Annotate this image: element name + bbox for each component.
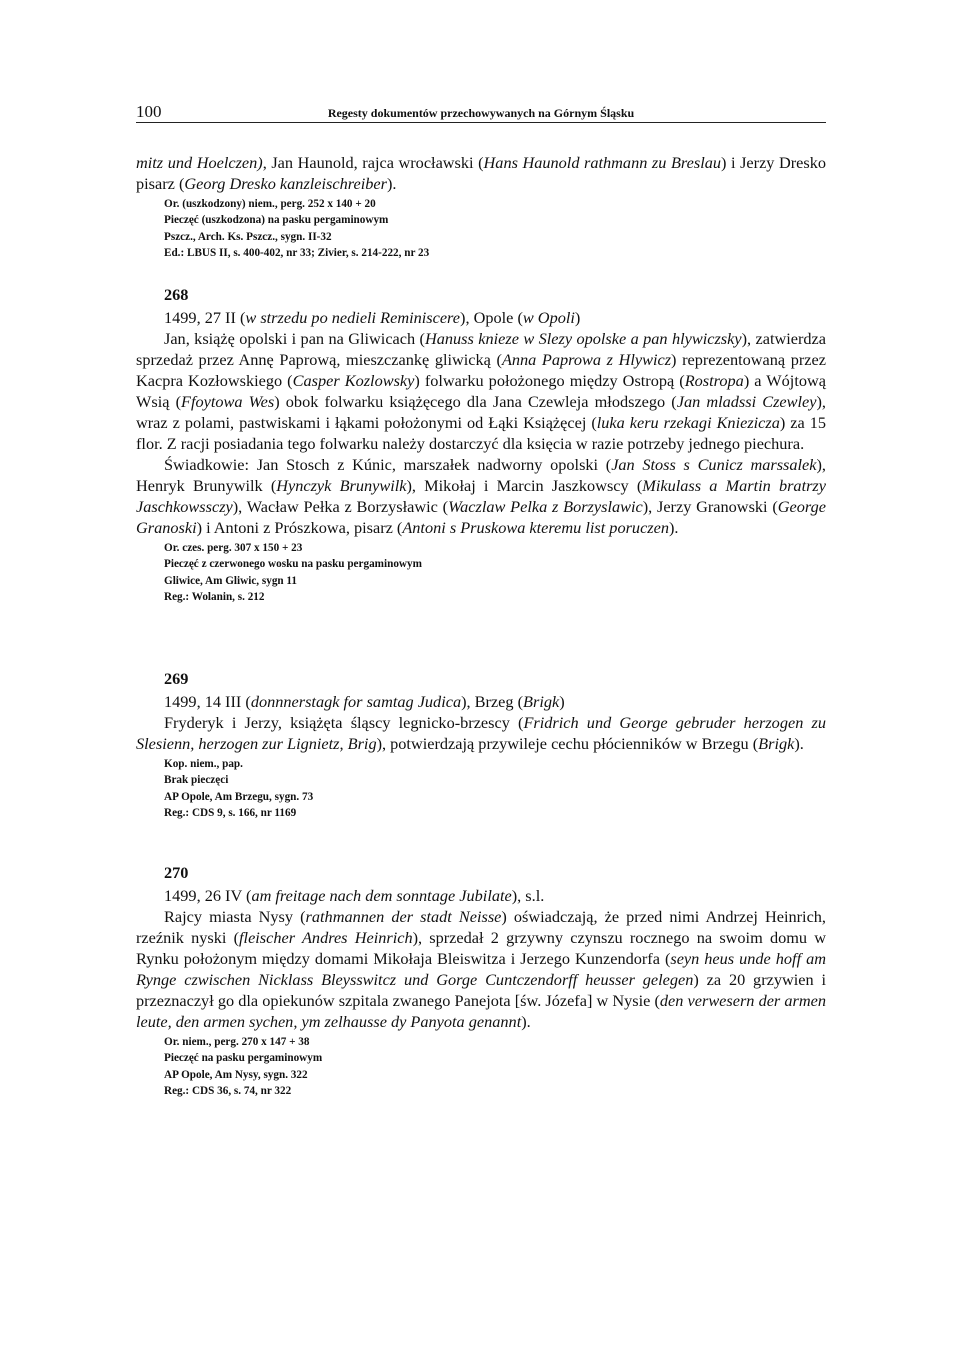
italic-quote: rathmannen der stadt Neisse [305,907,502,926]
entry-268 [136,284,826,605]
italic-quote: Fridrich und George gebruder herzogen zu Slesienn, herzogen zur Lignietz, Brig [136,713,826,753]
text-segment: ), Opole ( [460,308,523,327]
italic-quote: Hans Haunold rathmann zu Breslau [483,153,722,172]
meta-line: Brak pieczęci [164,774,229,787]
intro-block [136,152,826,261]
text-segment: ), Mikołaj i Marcin Jaszkowscy ( [406,476,643,495]
meta-line: Or. czes. perg. 307 x 150 + 23 [164,542,303,554]
text-segment: ). [386,174,397,193]
text-segment: ). [521,1012,531,1031]
text-segment: , Jan Haunold, rajca wrocławski ( [262,153,484,172]
running-title: Regesty dokumentów przechowywanych na Górnym Śląsku [327,106,635,120]
text-segment: Rajcy miasta Nysy ( [164,907,306,926]
text-segment: ), Jerzy Granowski ( [642,497,778,516]
entry-summary [136,328,826,454]
text-segment: ), Wacław Pełka z Borzysławic ( [232,497,449,516]
italic-quote: Jan mladssi Czewley [676,392,817,411]
meta-line: AP Opole, Am Brzegu, sygn. 73 [164,790,314,803]
text-segment: ) oświadczają, że przed nimi Andrzej Heinrich, rzeźnik nyski ( [136,907,827,947]
entry-summary [136,712,826,754]
italic-quote: Anna Paprowa z Hlywicz [501,350,672,369]
italic-quote: luka keru rzekagi Kniezicza [596,413,780,432]
text-segment: ), zatwierdza sprzedaż przez Annę Paprową, mieszczankę gliwicką ( [136,329,827,369]
italic-quote: Mikulass a Martin bratrzy Jaschkowssczy [136,476,826,516]
text-segment: ). [669,518,679,537]
italic-quote: Brigk [523,692,560,711]
italic-quote: Jan Stoss s Cunicz marssalek [611,455,817,474]
italic-quote: Antoni s Pruskowa kteremu list poruczen [402,518,669,537]
text-segment: ) za 20 grzywien i przeznaczył go dla opiekunów szpitala zwanego Panejota [św. Józefa] w Nysie ( [136,970,826,1010]
text-segment: ) za 15 flor. Z racji posiadania tego folwarku należy dostarczyć dla księcia w razie potrzeby jednego piechura. [136,413,827,453]
italic-quote: George Granoski [136,497,827,537]
meta-line: Kop. niem., pap. [164,758,243,770]
text-segment: 1499, 14 III ( [164,692,251,711]
text-segment: ), wraz z polami, pastwiskami i łąkami położonymi od Łąki Książęcej ( [136,392,826,432]
entry-meta [164,1034,826,1099]
text-segment: ), Henryk Brunywilk ( [136,455,826,495]
meta-line: Or. (uszkodzony) niem., perg. 252 x 140 + 20 [164,198,376,210]
italic-quote: den verwesern der armen leute, den armen sychen, ym zelhausse dy Panyota genannt [136,991,826,1031]
italic-quote: donnnerstagk for samtag Judica [250,692,462,711]
text-segment: ) [574,308,581,327]
text-segment: 1499, 26 IV ( [164,886,252,905]
text-segment: ) i Jerzy Dresko pisarz ( [136,153,827,193]
italic-quote: seyn heus unde hoff am Rynge czwischen Nicklass Bleysswitcz und Gorge Cuntczendorff heusser gelegen [136,949,826,989]
text-segment: ) a Wójtową Wsią ( [136,371,826,411]
intro-meta [164,196,826,261]
text-segment: ), Brzeg ( [461,692,524,711]
italic-quote: w strzedu po nedieli Reminiscere [245,308,461,327]
text-segment: ), s.l. [511,886,545,905]
text-segment: 1499, 27 II ( [164,308,246,327]
meta-line: Reg.: CDS 36, s. 74, nr 322 [164,1084,292,1097]
meta-line: Pieczęć (uszkodzona) na pasku pergaminowym [164,214,389,227]
text-segment: ) folwarku położonego między Ostropą ( [414,371,685,390]
text-segment: ) reprezentowaną przez Kacpra Kozłowskiego ( [136,350,826,390]
entry-date-line [136,885,826,906]
entry-number: 270 [164,863,189,882]
italic-quote: am freitage nach dem sonntage Jubilate [251,886,512,905]
text-segment: ), sprzedał 2 grzywny czynszu rocznego na swoim domu w Rynku położonym między domami Mikołaja Bleiswitza i Jerzego Kunzendorfa ( [136,928,826,968]
text-segment: Świadkowie: Jan Stosch z Kúnic, marszałek nadworny opolski ( [164,455,612,474]
meta-line: AP Opole, Am Nysy, sygn. 322 [164,1068,308,1081]
italic-quote: mitz und Hoelczen) [136,153,263,172]
italic-quote: Hanuss knieze w Slezy opolske a pan hlywiczsky [424,329,742,348]
meta-line: Reg.: CDS 9, s. 166, nr 1169 [164,806,297,819]
entry-number: 269 [164,669,189,688]
text-segment: ) i Antoni z Prószkowa, pisarz ( [196,518,403,537]
page-header [136,100,826,123]
entry-270 [136,862,826,1099]
entry-witnesses [136,454,826,538]
text-segment: ) obok folwarku książęcego dla Jana Czewleja młodszego ( [274,392,677,411]
text-segment: Jan, książę opolski i pan na Gliwicach ( [164,329,425,348]
italic-quote: Rostropa [684,371,744,390]
entry-meta [164,540,826,605]
entry-date-line [136,307,826,328]
meta-line: Pieczęć na pasku pergaminowym [164,1052,323,1065]
meta-line: Reg.: Wolanin, s. 212 [164,590,265,603]
italic-quote: Georg Dresko kanzleischreiber [184,174,387,193]
intro-paragraph [136,152,826,194]
italic-quote: Waczlaw Pelka z Borzyslawic [448,497,643,516]
meta-line: Pieczęć z czerwonego wosku na pasku pergaminowym [164,558,422,571]
text-segment: ), potwierdzają przywileje cechu płócienników w Brzegu ( [376,734,759,753]
text-segment: ). [794,734,804,753]
entry-269 [136,668,826,821]
italic-quote: Ffoytowa Wes [181,392,275,411]
italic-quote: Brigk [758,734,795,753]
italic-quote: Hynczyk Brunywilk [276,476,407,495]
entry-date-line [136,691,826,712]
meta-line: Gliwice, Am Gliwic, sygn 11 [164,574,298,587]
meta-line: Pszcz., Arch. Ks. Pszcz., sygn. II-32 [164,230,332,243]
text-segment: Fryderyk i Jerzy, książęta śląscy legnicko-brzescy ( [164,713,524,732]
meta-line: Ed.: LBUS II, s. 400-402, nr 33; Zivier, s. 214-222, nr 23 [164,246,430,259]
meta-line: Or. niem., perg. 270 x 147 + 38 [164,1036,310,1048]
page-number: 100 [136,102,162,121]
entry-summary [136,906,826,1032]
italic-quote: Casper Kozlowsky [292,371,415,390]
entry-number: 268 [164,285,189,304]
text-segment: ) [559,692,565,711]
entry-meta [164,756,826,821]
italic-quote: w Opoli [522,308,575,327]
italic-quote: fleischer Andres Heinrich [239,928,413,947]
